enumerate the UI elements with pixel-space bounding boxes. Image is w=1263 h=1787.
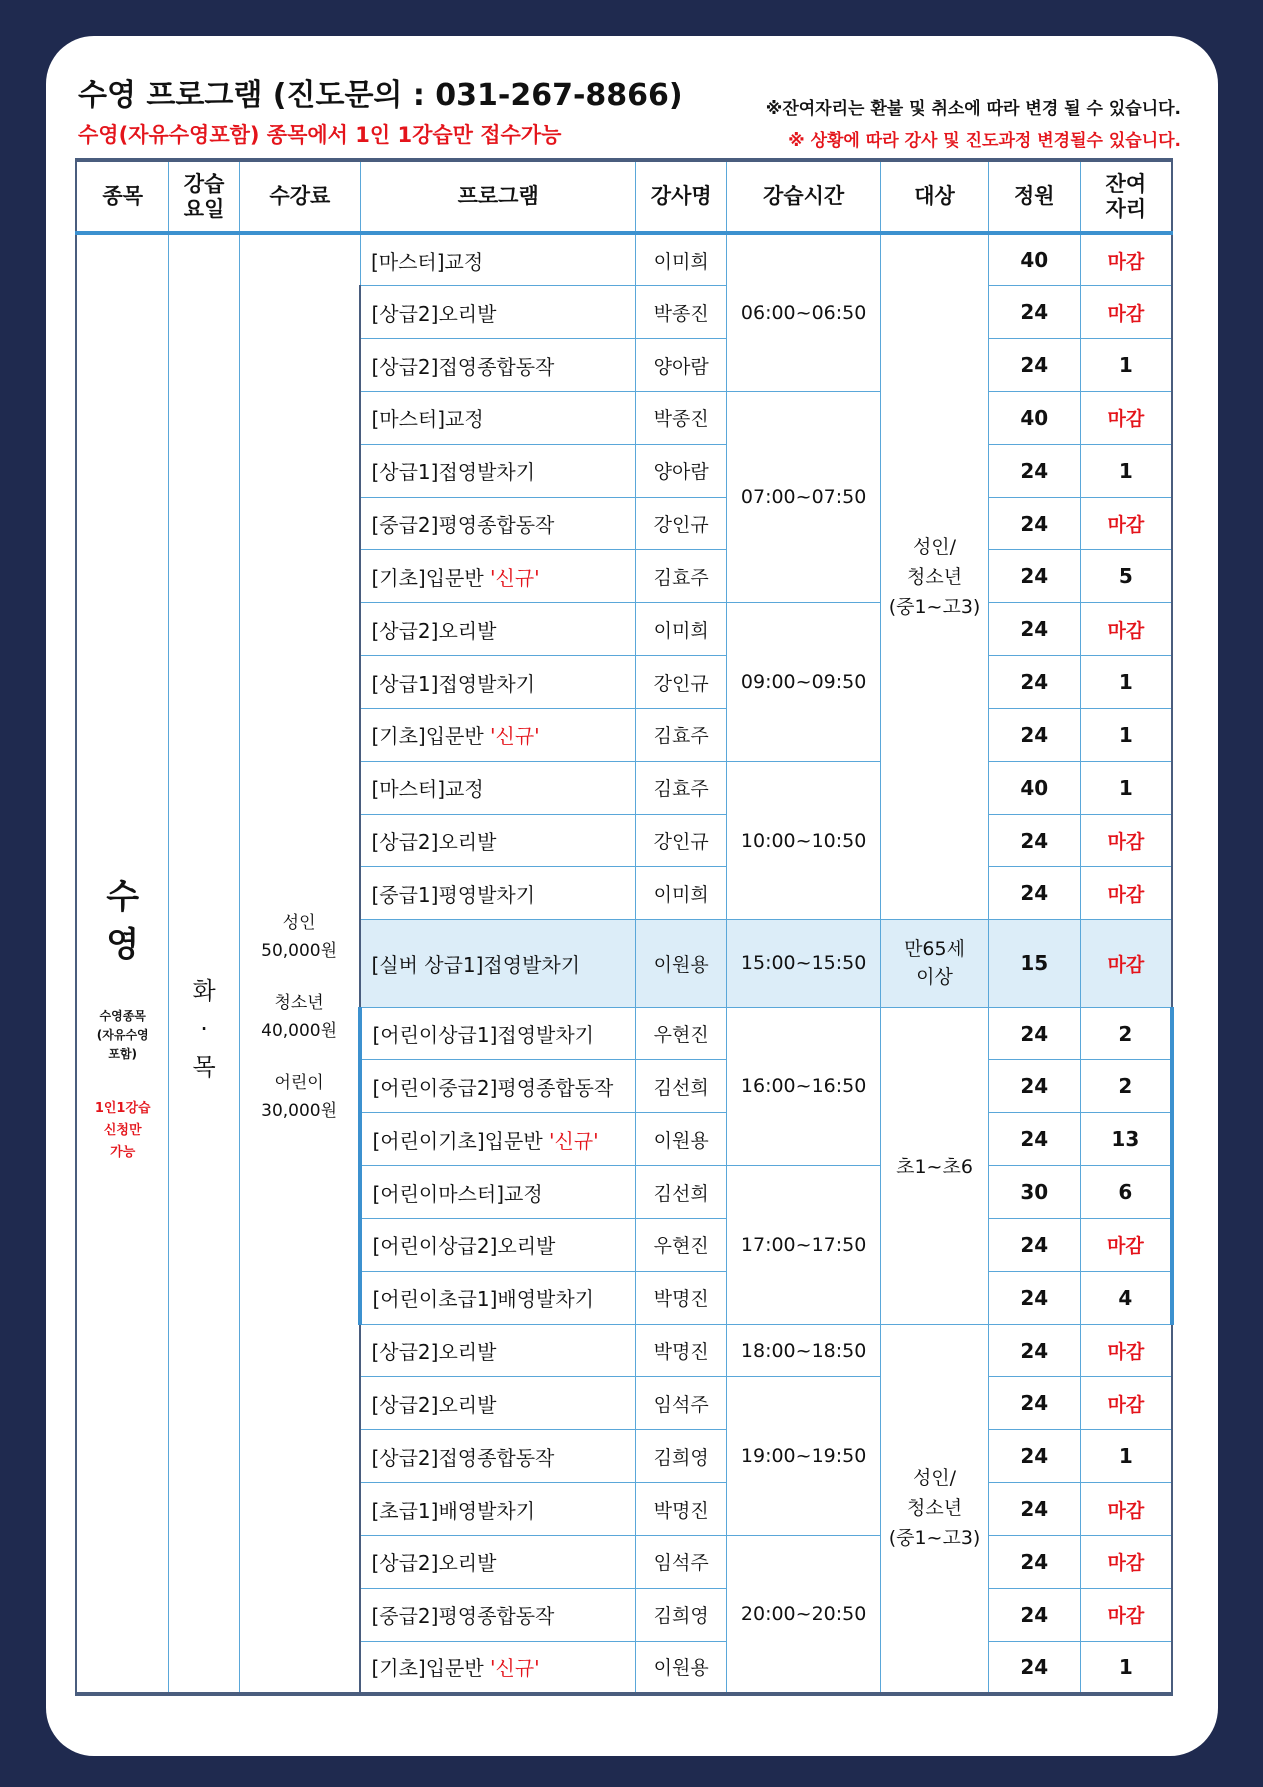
- instructor-name: 강인규: [636, 497, 727, 550]
- remaining-seats: 1: [1080, 708, 1172, 761]
- header-day: 강습 요일: [169, 160, 239, 233]
- class-time: 18:00~18:50: [727, 1324, 881, 1377]
- instructor-name: 이미희: [636, 233, 727, 286]
- program-name: [상급1]접영발차기: [360, 656, 635, 709]
- class-time: 19:00~19:50: [727, 1377, 881, 1535]
- remaining-seats: 마감: [1080, 1535, 1172, 1588]
- instructor-name: 박명진: [636, 1324, 727, 1377]
- capacity: 40: [988, 761, 1080, 814]
- instructor-name: 김효주: [636, 550, 727, 603]
- capacity: 24: [988, 1271, 1080, 1324]
- capacity: 24: [988, 497, 1080, 550]
- capacity: 24: [988, 1218, 1080, 1271]
- target-line: 만65세: [904, 938, 965, 961]
- category-limit-note: 가능: [110, 1145, 136, 1160]
- instructor-name: 우현진: [636, 1218, 727, 1271]
- program-name: [마스터]교정: [360, 391, 635, 444]
- remaining-seats: 마감: [1080, 920, 1172, 1007]
- fee-label: 어린이: [274, 1072, 324, 1093]
- capacity: 24: [988, 339, 1080, 392]
- remaining-seats: 마감: [1080, 603, 1172, 656]
- category-limit-note: 신청만: [103, 1123, 142, 1138]
- remaining-seats: 마감: [1080, 1483, 1172, 1536]
- remaining-seats: 1: [1080, 1641, 1172, 1694]
- target-line: 청소년: [906, 1497, 963, 1520]
- instructor-name: 김효주: [636, 761, 727, 814]
- capacity: 24: [988, 1588, 1080, 1641]
- program-name: [상급2]오리발: [360, 603, 635, 656]
- capacity: 24: [988, 867, 1080, 920]
- instructor-name: 이미희: [636, 867, 727, 920]
- program-name: [360, 708, 635, 761]
- header-category: 종목: [76, 160, 169, 233]
- day-label: 화: [192, 976, 216, 1005]
- instructor-name: 이미희: [636, 603, 727, 656]
- program-name: [초급1]배영발차기: [360, 1483, 635, 1536]
- program-name: [중급2]평영종합동작: [360, 1588, 635, 1641]
- program-label: [어린이기초]입문반: [372, 1128, 549, 1153]
- remaining-seats: 1: [1080, 1430, 1172, 1483]
- class-time: 06:00~06:50: [727, 233, 881, 391]
- target-line: 청소년: [906, 566, 963, 589]
- program-name: [중급2]평영종합동작: [360, 497, 635, 550]
- fee-price: 40,000원: [261, 1020, 338, 1041]
- class-time: 17:00~17:50: [727, 1166, 881, 1324]
- remaining-seats: 4: [1080, 1271, 1172, 1324]
- program-name: [상급2]오리발: [360, 1535, 635, 1588]
- capacity: 30: [988, 1166, 1080, 1219]
- remaining-seats: 13: [1080, 1113, 1172, 1166]
- target-group: [881, 1324, 989, 1694]
- instructor-name: 박명진: [636, 1483, 727, 1536]
- class-time: 10:00~10:50: [727, 761, 881, 919]
- program-name: [어린이중급2]평영종합동작: [360, 1060, 635, 1113]
- instructor-name: 임석주: [636, 1377, 727, 1430]
- instructor-name: 이원용: [636, 920, 727, 1007]
- program-name: [상급2]오리발: [360, 1324, 635, 1377]
- remaining-seats: 마감: [1080, 391, 1172, 444]
- target-group: [881, 233, 989, 920]
- instructor-name: 양아람: [636, 339, 727, 392]
- new-tag: '신규': [549, 1128, 599, 1153]
- program-name: [마스터]교정: [360, 761, 635, 814]
- remaining-seats: 1: [1080, 444, 1172, 497]
- new-tag: '신규': [490, 724, 540, 749]
- header-remaining: 잔여 자리: [1080, 160, 1172, 233]
- new-tag: '신규': [490, 565, 540, 590]
- instructor-name: 이원용: [636, 1113, 727, 1166]
- program-label: [기초]입문반: [371, 1656, 491, 1681]
- program-name: [상급2]오리발: [360, 1377, 635, 1430]
- program-name: [상급2]접영종합동작: [360, 1430, 635, 1483]
- capacity: 24: [988, 550, 1080, 603]
- header-program: 프로그램: [360, 160, 635, 233]
- page-title: 수영 프로그램 (진도문의 : 031-267-8866): [78, 78, 683, 113]
- instructor-name: 김희영: [636, 1588, 727, 1641]
- instructor-name: 양아람: [636, 444, 727, 497]
- fee-price: 30,000원: [261, 1100, 338, 1121]
- category-limit-note: 1인1강습: [94, 1101, 151, 1116]
- program-name: [상급2]접영종합동작: [360, 339, 635, 392]
- fee-cell: [239, 233, 360, 1694]
- capacity: 24: [988, 603, 1080, 656]
- target-line: (중1~고3): [888, 1527, 981, 1550]
- remaining-seats: 마감: [1080, 1588, 1172, 1641]
- table-row: [76, 233, 1172, 286]
- header-instructor: 강사명: [636, 160, 727, 233]
- header-capacity: 정원: [988, 160, 1080, 233]
- fee-label: 청소년: [274, 992, 324, 1013]
- program-name: [360, 1641, 635, 1694]
- fee-label: 성인: [282, 912, 316, 933]
- day-separator: ·: [200, 1014, 208, 1043]
- remaining-seats: 마감: [1080, 867, 1172, 920]
- remaining-seats: 1: [1080, 339, 1172, 392]
- remaining-seats: 마감: [1080, 1324, 1172, 1377]
- target-line: 성인/: [912, 1467, 957, 1490]
- header-target: 대상: [881, 160, 989, 233]
- header-time: 강습시간: [727, 160, 881, 233]
- program-name: [360, 1113, 635, 1166]
- remaining-seats: 5: [1080, 550, 1172, 603]
- class-time: 20:00~20:50: [727, 1535, 881, 1694]
- category-note: (자유수영: [96, 1028, 149, 1042]
- capacity: 24: [988, 1060, 1080, 1113]
- program-label: [기초]입문반: [371, 565, 491, 590]
- remaining-seats: 2: [1080, 1060, 1172, 1113]
- category-note: 수영종목: [99, 1009, 146, 1023]
- instructor-name: 박종진: [636, 286, 727, 339]
- category-cell: [76, 233, 169, 1694]
- class-time: 07:00~07:50: [727, 391, 881, 602]
- enrollment-limit-notice: 수영(자유수영포함) 종목에서 1인 1강습만 접수가능: [78, 123, 562, 147]
- category-title-char: 영: [106, 925, 140, 965]
- capacity: 24: [988, 1535, 1080, 1588]
- capacity: 24: [988, 444, 1080, 497]
- program-name: [어린이상급2]오리발: [360, 1218, 635, 1271]
- instructor-name: 우현진: [636, 1007, 727, 1060]
- remaining-seats: 1: [1080, 761, 1172, 814]
- class-time: 16:00~16:50: [727, 1007, 881, 1165]
- category-note: 포함): [108, 1047, 138, 1061]
- program-name: [마스터]교정: [360, 233, 635, 286]
- capacity: 40: [988, 233, 1080, 286]
- day-cell: [169, 233, 239, 1694]
- capacity: 24: [988, 656, 1080, 709]
- program-name: [어린이마스터]교정: [360, 1166, 635, 1219]
- refund-notice: ※잔여자리는 환불 및 취소에 따라 변경 될 수 있습니다.: [765, 99, 1181, 119]
- remaining-seats: 마감: [1080, 497, 1172, 550]
- program-name: [상급1]접영발차기: [360, 444, 635, 497]
- program-table: [75, 158, 1174, 1696]
- target-group: [881, 920, 989, 1007]
- capacity: 24: [988, 814, 1080, 867]
- capacity: 24: [988, 1324, 1080, 1377]
- remaining-seats: 마감: [1080, 1218, 1172, 1271]
- capacity: 15: [988, 920, 1080, 1007]
- remaining-seats: 마감: [1080, 814, 1172, 867]
- instructor-name: 김선희: [636, 1166, 727, 1219]
- capacity: 24: [988, 1483, 1080, 1536]
- instructor-name: 박명진: [636, 1271, 727, 1324]
- instructor-name: 박종진: [636, 391, 727, 444]
- header-fee: 수강료: [239, 160, 360, 233]
- capacity: 24: [988, 1113, 1080, 1166]
- target-line: 성인/: [912, 536, 957, 559]
- program-name: [상급2]오리발: [360, 286, 635, 339]
- instructor-name: 이원용: [636, 1641, 727, 1694]
- target-line: 이상: [916, 966, 953, 989]
- class-time: 09:00~09:50: [727, 603, 881, 761]
- instructor-name: 강인규: [636, 656, 727, 709]
- category-title-char: 수: [106, 877, 140, 917]
- capacity: 24: [988, 1430, 1080, 1483]
- capacity: 24: [988, 708, 1080, 761]
- remaining-seats: 2: [1080, 1007, 1172, 1060]
- capacity: 24: [988, 286, 1080, 339]
- new-tag: '신규': [490, 1656, 540, 1681]
- class-time: 15:00~15:50: [727, 920, 881, 1007]
- program-name: [중급1]평영발차기: [360, 867, 635, 920]
- program-name: [실버 상급1]접영발차기: [360, 920, 635, 1007]
- program-label: [기초]입문반: [371, 724, 491, 749]
- remaining-seats: 마감: [1080, 1377, 1172, 1430]
- change-notice: ※ 상황에 따라 강사 및 진도과정 변경될수 있습니다.: [788, 131, 1181, 151]
- target-group: 초1~초6: [881, 1007, 989, 1324]
- remaining-seats: 마감: [1080, 286, 1172, 339]
- capacity: 24: [988, 1641, 1080, 1694]
- remaining-seats: 1: [1080, 656, 1172, 709]
- instructor-name: 김희영: [636, 1430, 727, 1483]
- remaining-seats: 마감: [1080, 233, 1172, 286]
- instructor-name: 임석주: [636, 1535, 727, 1588]
- program-name: [어린이초급1]배영발차기: [360, 1271, 635, 1324]
- program-name: [어린이상급1]접영발차기: [360, 1007, 635, 1060]
- instructor-name: 강인규: [636, 814, 727, 867]
- program-name: [상급2]오리발: [360, 814, 635, 867]
- remaining-seats: 6: [1080, 1166, 1172, 1219]
- capacity: 40: [988, 391, 1080, 444]
- capacity: 24: [988, 1377, 1080, 1430]
- target-line: (중1~고3): [888, 596, 981, 619]
- day-label: 목: [192, 1052, 216, 1081]
- fee-price: 50,000원: [261, 940, 338, 961]
- capacity: 24: [988, 1007, 1080, 1060]
- program-name: [360, 550, 635, 603]
- instructor-name: 김선희: [636, 1060, 727, 1113]
- instructor-name: 김효주: [636, 708, 727, 761]
